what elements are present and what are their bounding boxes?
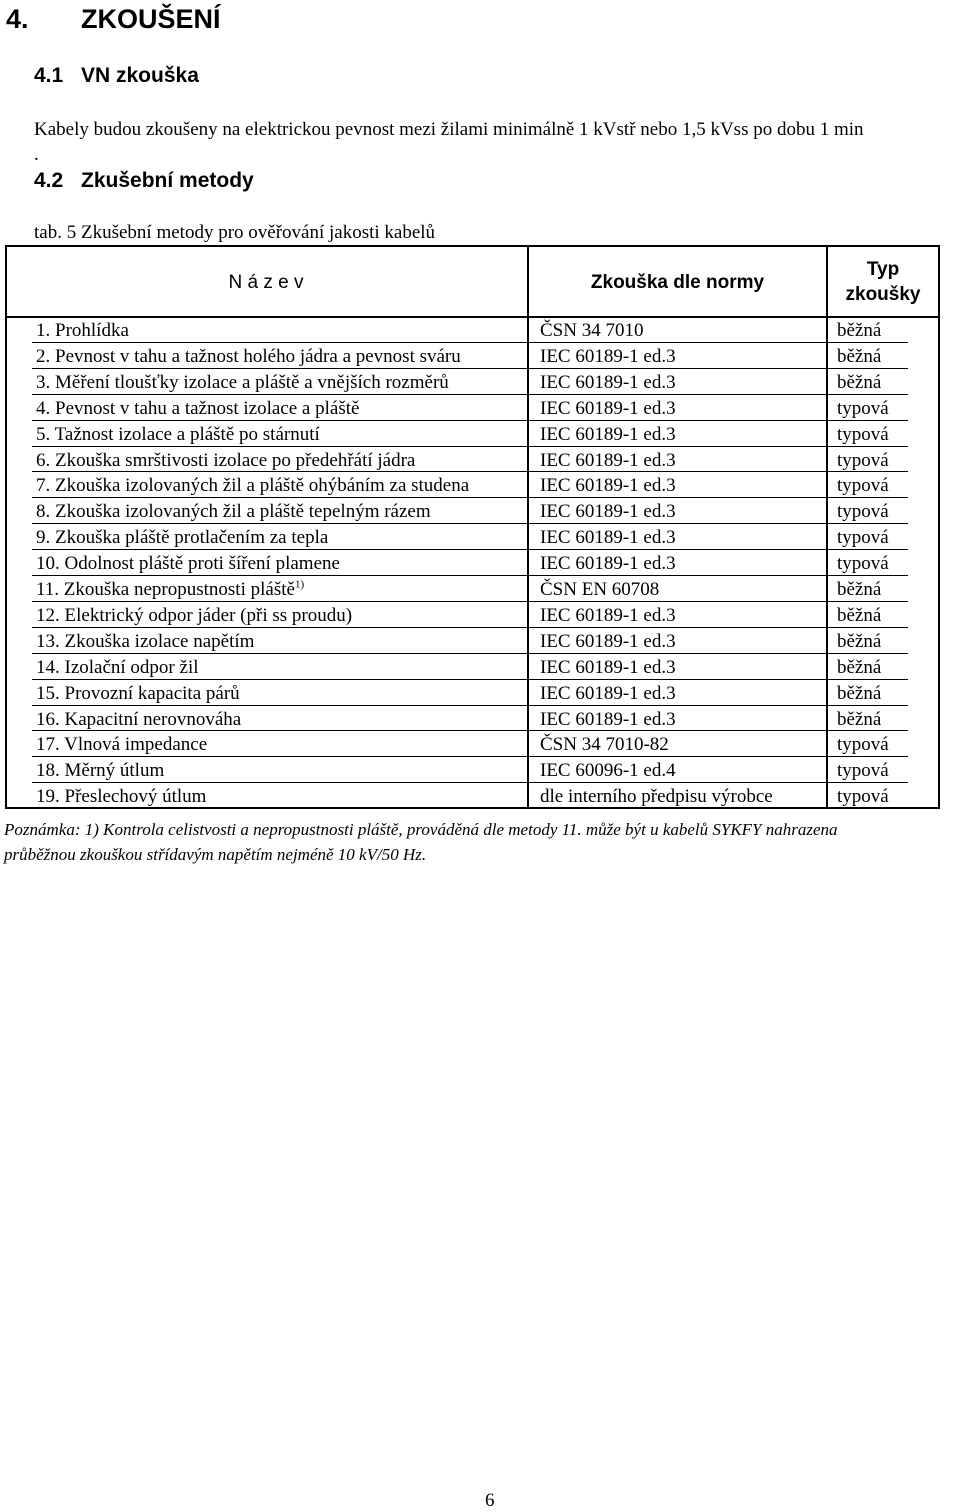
table-row: [0, 681, 960, 706]
body-paragraph: Kabely budou zkoušeny na elektrickou pevnost mezi žilami minimálně 1 kVstř nebo 1,5 kVss po dobu 1 min: [34, 119, 864, 140]
subsection-number: 4.2: [34, 169, 64, 192]
table-row: [0, 422, 960, 447]
row-norm: IEC 60096-1 ed.4: [540, 760, 676, 782]
row-test-type: typová: [837, 786, 889, 808]
subsection-title: VN zkouška: [81, 64, 199, 87]
table-row-divider: [32, 601, 908, 602]
column-header-type-line2: zkoušky: [845, 284, 921, 305]
row-test-name: 9. Zkouška pláště protlačením za tepla: [36, 527, 329, 549]
table-row: [0, 473, 960, 498]
table-row: [0, 344, 960, 369]
row-norm: IEC 60189-1 ed.3: [540, 423, 676, 445]
row-test-type: typová: [837, 423, 889, 445]
row-test-name: 7. Zkouška izolovaných žil a pláště ohýbáním za studena: [36, 475, 470, 497]
table-row-divider: [32, 756, 908, 757]
table-row: [0, 603, 960, 628]
table-row: [0, 499, 960, 524]
row-test-type: běžná: [837, 371, 882, 393]
row-norm: IEC 60189-1 ed.3: [540, 345, 676, 367]
row-test-name: 8. Zkouška izolovaných žil a pláště tepelným rázem: [36, 501, 431, 523]
footnote-line1: Poznámka: 1) Kontrola celistvosti a nepropustnosti pláště, prováděná dle metody 11. může být u kabelů SYKFY nahrazena: [4, 820, 838, 839]
row-test-type: typová: [837, 527, 889, 549]
table-row-divider: [32, 342, 908, 343]
row-norm: IEC 60189-1 ed.3: [540, 604, 676, 626]
row-test-type: běžná: [837, 630, 882, 652]
row-test-name: 13. Zkouška izolace napětím: [36, 630, 255, 652]
footnote-marker: 1): [294, 578, 305, 591]
row-test-name: 19. Přeslechový útlum: [36, 786, 207, 808]
row-test-type: běžná: [837, 579, 882, 600]
row-test-name: 15. Provozní kapacita párů: [36, 682, 240, 704]
row-norm: IEC 60189-1 ed.3: [540, 397, 676, 419]
table-row: [0, 784, 960, 809]
table-row-divider: [32, 730, 908, 731]
row-test-type: běžná: [837, 345, 882, 367]
row-norm: dle interního předpisu výrobce: [540, 786, 773, 808]
table-row-divider: [32, 575, 908, 576]
table-row-divider: [32, 549, 908, 550]
row-norm: IEC 60189-1 ed.3: [540, 449, 676, 471]
table-row-divider: [32, 653, 908, 654]
row-test-name: 5. Tažnost izolace a pláště po stárnutí: [36, 423, 320, 445]
column-header-norm: Zkouška dle normy: [590, 272, 765, 293]
table-row-divider: [32, 782, 908, 783]
table-row-divider: [32, 420, 908, 421]
row-norm: IEC 60189-1 ed.3: [540, 475, 676, 497]
row-norm: ČSN EN 60708: [540, 579, 660, 600]
row-test-type: typová: [837, 501, 889, 523]
table-row-divider: [32, 471, 908, 472]
row-test-type: typová: [837, 449, 889, 471]
row-norm: IEC 60189-1 ed.3: [540, 656, 676, 678]
row-test-type: typová: [837, 397, 889, 419]
table-row: [0, 370, 960, 395]
row-norm: ČSN 34 7010-82: [540, 734, 669, 756]
row-norm: IEC 60189-1 ed.3: [540, 682, 676, 704]
row-test-name: 14. Izolační odpor žil: [36, 656, 199, 678]
subsection-title: Zkušební metody: [81, 169, 254, 192]
table-row-divider: [32, 523, 908, 524]
table-row-divider: [32, 446, 908, 447]
section-title: ZKOUŠENÍ: [81, 4, 221, 34]
table-row: [0, 318, 960, 343]
table-row: [0, 629, 960, 654]
footnote-line2: průběžnou zkouškou střídavým napětím nejméně 10 kV/50 Hz.: [4, 845, 427, 864]
row-test-type: běžná: [837, 320, 882, 341]
row-test-name: 11. Zkouška nepropustnosti pláště$^{1)}$: [36, 578, 305, 600]
row-test-type: typová: [837, 475, 889, 497]
table-row: [0, 655, 960, 680]
table-row-divider: [32, 627, 908, 628]
page-number: 6: [485, 1490, 495, 1511]
row-test-type: běžná: [837, 708, 882, 730]
row-test-name: 10. Odolnost pláště proti šíření plamene: [36, 553, 340, 575]
row-norm: IEC 60189-1 ed.3: [540, 371, 676, 393]
row-norm: IEC 60189-1 ed.3: [540, 527, 676, 549]
row-test-type: typová: [837, 760, 889, 782]
row-test-type: běžná: [837, 604, 882, 626]
row-test-type: běžná: [837, 656, 882, 678]
table-row: [0, 551, 960, 576]
table-row-divider: [32, 497, 908, 498]
row-test-type: typová: [837, 734, 889, 756]
row-norm: IEC 60189-1 ed.3: [540, 501, 676, 523]
row-test-name: 1. Prohlídka: [36, 320, 129, 341]
table-row: [0, 758, 960, 783]
row-test-name: 3. Měření tloušťky izolace a pláště a vnějších rozměrů: [36, 371, 449, 393]
table-row: [0, 525, 960, 550]
table-row-divider: [32, 679, 908, 680]
table-caption-text: Zkušební metody pro ověřování jakosti kabelů: [81, 222, 436, 243]
table-caption-label: tab. 5: [34, 222, 77, 243]
row-test-name: 4. Pevnost v tahu a tažnost izolace a pláště: [36, 397, 360, 419]
column-header-type-line1: Typ: [866, 259, 900, 280]
row-test-name: 6. Zkouška smrštivosti izolace po předehřátí jádra: [36, 449, 416, 471]
row-test-type: typová: [837, 553, 889, 575]
table-row: [0, 707, 960, 732]
subsection-number: 4.1: [34, 64, 64, 87]
column-header-name: N á z e v: [228, 272, 304, 293]
table-row: [0, 448, 960, 473]
table-row-divider: [32, 368, 908, 369]
row-norm: ČSN 34 7010: [540, 320, 644, 341]
row-norm: IEC 60189-1 ed.3: [540, 708, 676, 730]
row-norm: IEC 60189-1 ed.3: [540, 553, 676, 575]
table-row: [0, 577, 960, 602]
row-norm: IEC 60189-1 ed.3: [540, 630, 676, 652]
row-test-name: 16. Kapacitní nerovnováha: [36, 708, 242, 730]
row-test-name: 12. Elektrický odpor jáder (při ss proudu): [36, 604, 353, 626]
table-row-divider: [32, 705, 908, 706]
row-test-name: 17. Vlnová impedance: [36, 734, 208, 756]
table-row-divider: [32, 394, 908, 395]
section-number: 4.: [6, 4, 29, 34]
row-test-name: 2. Pevnost v tahu a tažnost holého jádra a pevnost sváru: [36, 345, 461, 367]
table-row: [0, 732, 960, 757]
table-row: [0, 396, 960, 421]
row-test-type: běžná: [837, 682, 882, 704]
paragraph-dot: .: [34, 144, 39, 165]
row-test-name: 18. Měrný útlum: [36, 760, 165, 782]
